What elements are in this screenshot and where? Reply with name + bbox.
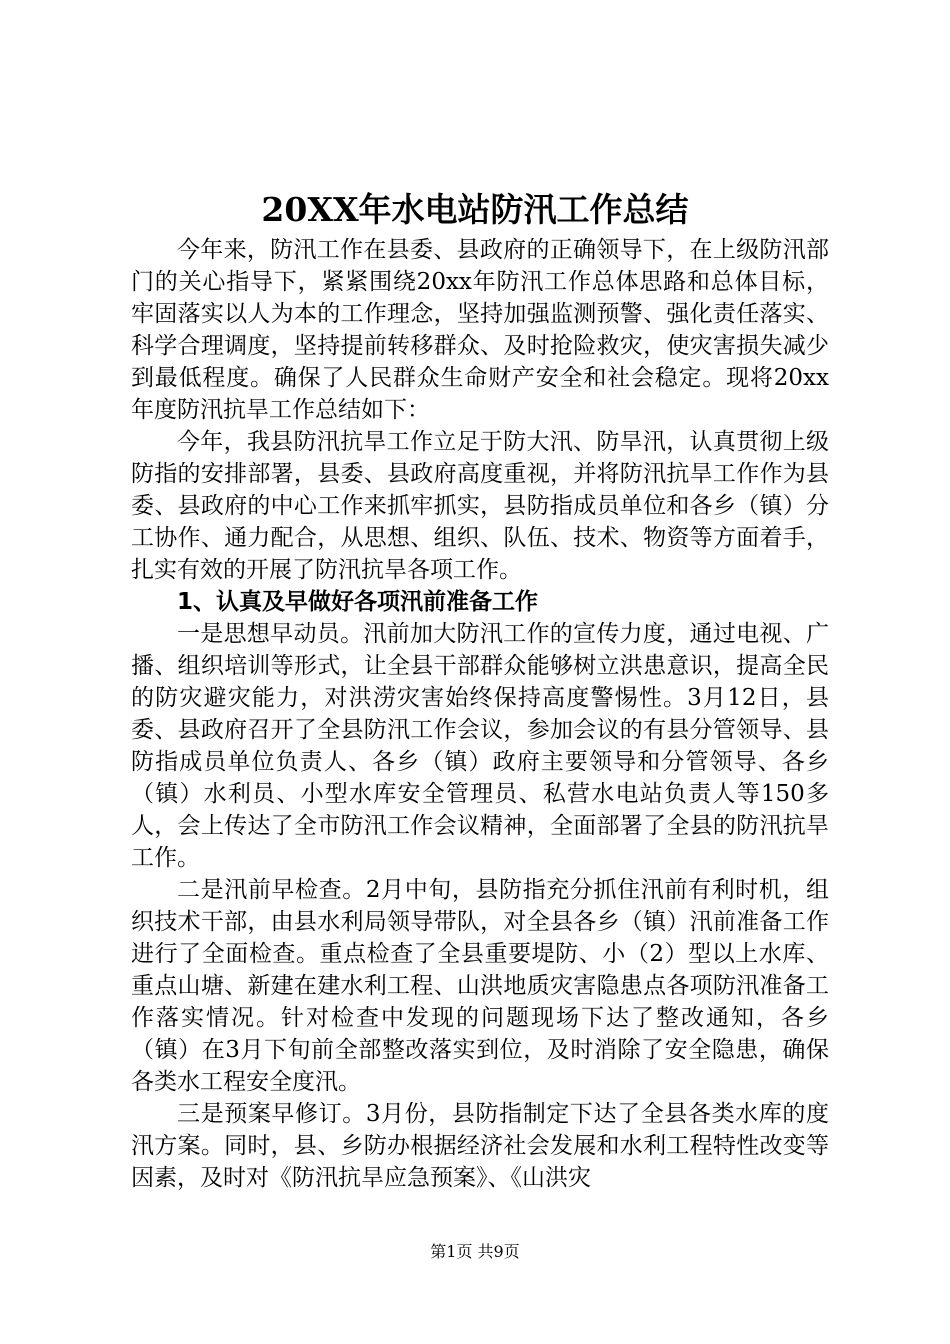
section-heading: 1、认真及早做好各项汛前准备工作	[177, 589, 539, 615]
paragraph-mobilization: 一是思想早动员。汛前加大防汛工作的宣传力度，通过电视、广播、组织培训等形式，让全县干部群众能够树立洪患意识，提高全民的防灾避灾能力，对洪涝灾害始终保持高度警惕性。3月12日，县委、县政府召开了全县防汛工作会议，参加会议的有县分管领导、县防指成员单位负责人、各乡（镇）政府主要领导和分管领导、各乡（镇）水利员、小型水库安全管理员、私营水电站负责人等150多人，会上传达了全市防汛工作会议精神，全面部署了全县的防汛抗旱工作。	[131, 621, 829, 871]
page-footer: 第1页 共9页	[430, 1242, 520, 1261]
paragraph-overview: 今年，我县防汛抗旱工作立足于防大汛、防旱汛，认真贯彻上级防指的安排部署，县委、县政府高度重视，并将防汛抗旱工作作为县委、县政府的中心工作来抓牢抓实，县防指成员单位和各乡（镇）分工协作、通力配合，从思想、组织、队伍、技术、物资等方面着手，扎实有效的开展了防汛抗旱各项工作。	[131, 429, 829, 583]
paragraph-plan-revision: 三是预案早修订。3月份，县防指制定下达了全县各类水库的度汛方案。同时，县、乡防办根据经济社会发展和水利工程特性改变等因素，及时对《防汛抗旱应急预案》、《山洪灾	[131, 1101, 829, 1191]
document-title: 20XX年水电站防汛工作总结	[261, 190, 689, 229]
paragraph-intro: 今年来，防汛工作在县委、县政府的正确领导下，在上级防汛部门的关心指导下，紧紧围绕20xx年防汛工作总体思路和总体目标，牢固落实以人为本的工作理念，坚持加强监测预警、强化责任落实、科学合理调度，坚持提前转移群众、及时抢险救灾，使灾害损失减少到最低程度。确保了人民群众生命财产安全和社会稳定。现将20xx年度防汛抗旱工作总结如下：	[131, 237, 829, 423]
paragraph-inspection: 二是汛前早检查。2月中旬，县防指充分抓住汛前有利时机，组织技术干部，由县水利局领导带队，对全县各乡（镇）汛前准备工作进行了全面检查。重点检查了全县重要堤防、小（2）型以上水库、重点山塘、新建在建水利工程、山洪地质灾害隐患点各项防汛准备工作落实情况。针对检查中发现的问题现场下达了整改通知，各乡（镇）在3月下旬前全部整改落实到位，及时消除了安全隐患，确保各类水工程安全度汛。	[131, 877, 829, 1095]
document-body	[131, 234, 829, 1194]
